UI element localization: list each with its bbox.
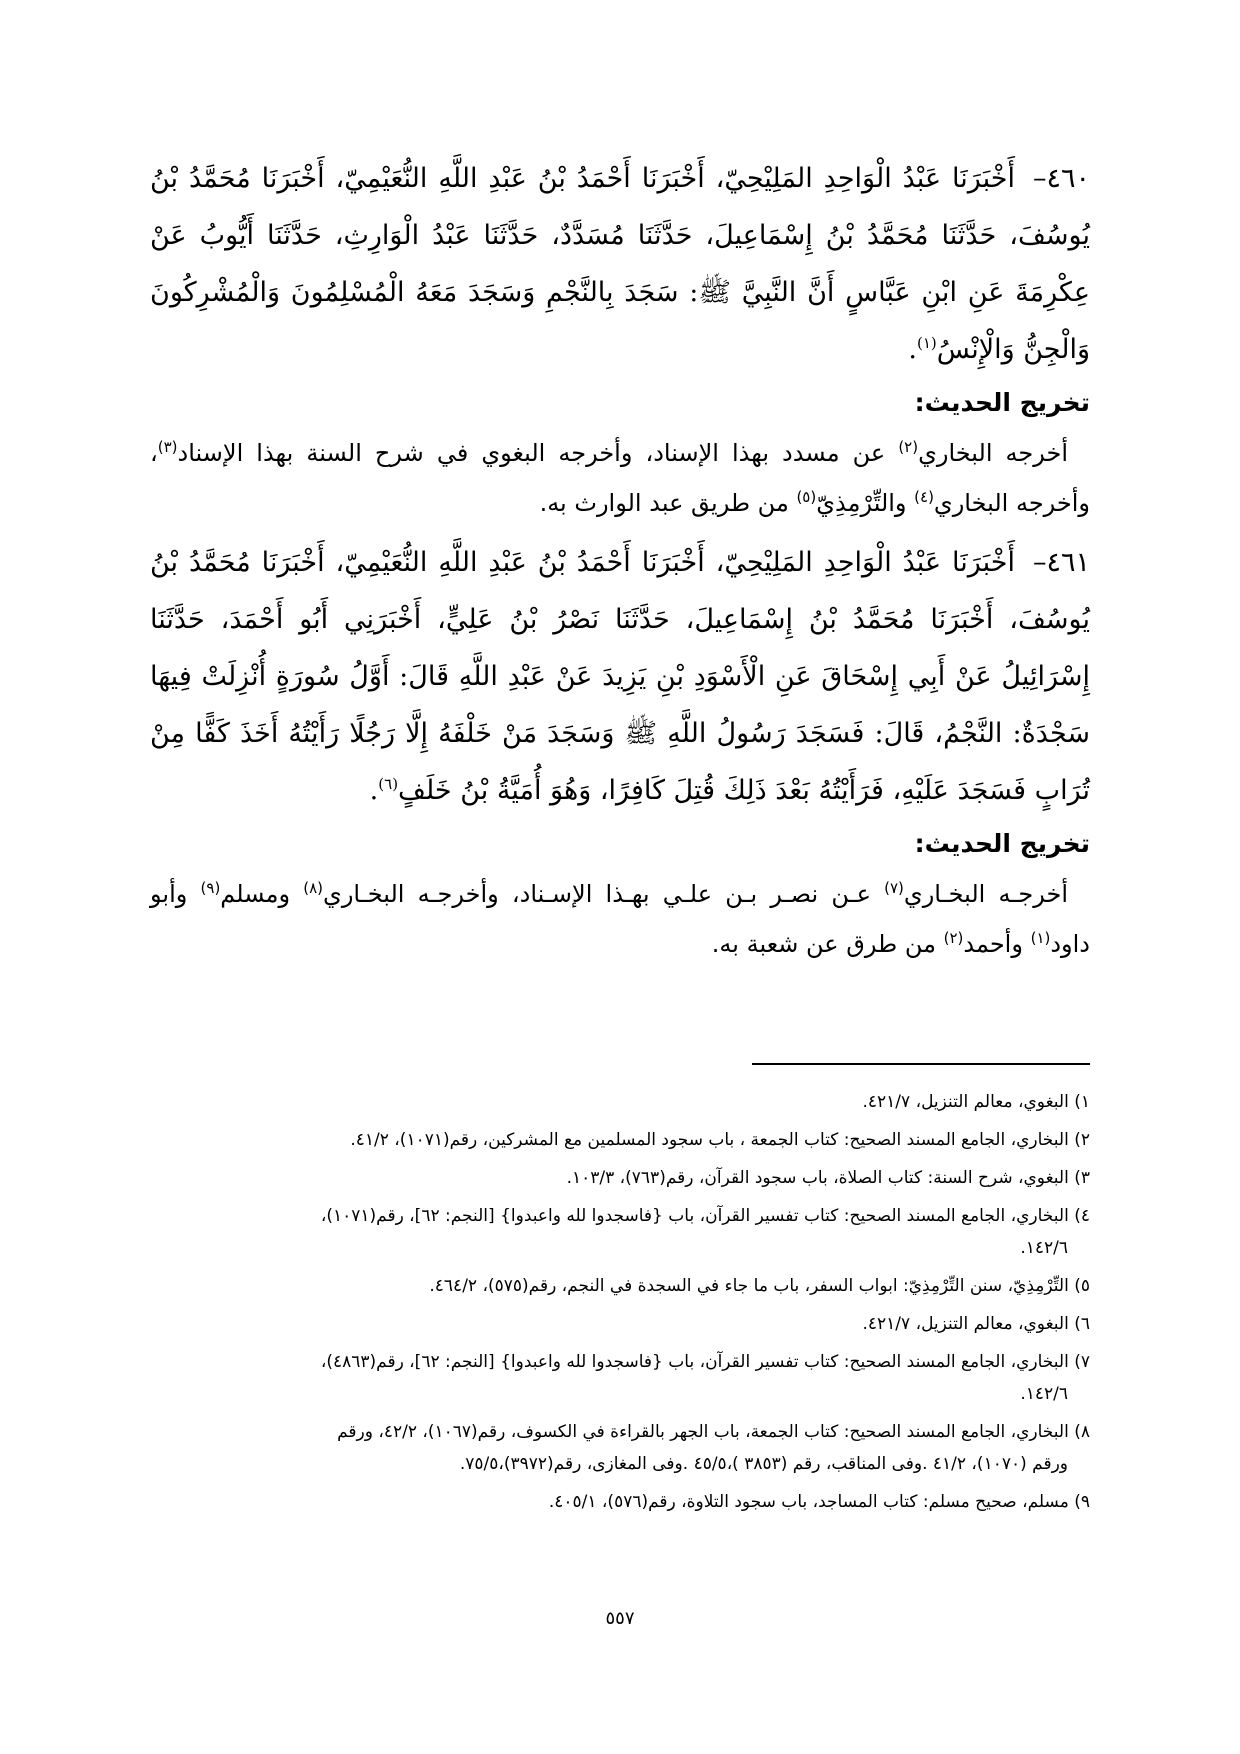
footnote-ref[interactable]: (٢) <box>943 929 964 947</box>
footnote-ref[interactable]: (٤) <box>914 488 934 506</box>
hadith-460: ٤٦٠–أَخْبَرَنَا عَبْدُ الْوَاحِدِ المَلِيْحِيّ، أَخْبَرَنَا أَحْمَدُ بْنُ عَبْدِ اللَّهِ النُّعَيْمِيّ، أَخْبَرَنَا مُحَمَّدُ بْنُ يُوسُفَ، حَدَّثَنَا مُحَمَّدُ بْنُ إِسْمَاعِيلَ، حَدَّثَنَا مُسَدَّدٌ، حَدَّثَنَا عَبْدُ الْوَارِثِ، حَدَّثَنَا أَيُّوبُ عَنْ عِكْرِمَةَ عَنِ ابْنِ عَبَّاسٍ أَنَّ النَّبِيَّ ﷺ: سَجَدَ بِالنَّجْمِ وَسَجَدَ مَعَهُ الْمُسْلِمُونَ وَالْمُشْرِكُونَ وَالْجِنُّ وَالْإِنْسُ$^{(١)}$. <box>150 150 1090 378</box>
main-text <box>150 150 1090 975</box>
footnote-ref[interactable]: (١) <box>1030 929 1051 947</box>
hadith-text: أَخْبَرَنَا عَبْدُ الْوَاحِدِ المَلِيْحِيّ، أَخْبَرَنَا أَحْمَدُ بْنُ عَبْدِ اللَّهِ النُّعَيْمِيّ، أَخْبَرَنَا مُحَمَّدُ بْنُ يُوسُفَ، حَدَّثَنَا مُحَمَّدُ بْنُ إِسْمَاعِيلَ، حَدَّثَنَا مُسَدَّدٌ، حَدَّثَنَا عَبْدُ الْوَارِثِ، حَدَّثَنَا أَيُّوبُ عَنْ عِكْرِمَةَ عَنِ ابْنِ عَبَّاسٍ أَنَّ النَّبِيَّ ﷺ: سَجَدَ بِالنَّجْمِ وَسَجَدَ مَعَهُ الْمُسْلِمُونَ وَالْمُشْرِكُونَ وَالْجِنُّ وَالْإِنْسُ <box>150 163 1090 365</box>
takhrij-paragraph: أخرجـه البخـاري$^{(٧)}$ عـن نصـر بـن علـي بهـذا الإسـناد، وأخرجـه البخـاري$^{(٨)}$ ومسلم$^{(٩)}$ وأبو داود$^{(١)}$ وأحمد$^{(٢)}$ من طرق عن شعبة به. <box>150 879 1090 958</box>
takhrij-paragraph: أخرجه البخاري$^{(٢)}$ عن مسدد بهذا الإسناد، وأخرجه البغوي في شرح السنة بهذا الإسناد$^{(٣)}$، وأخرجه البخاري$^{(٤)}$ والتِّرْمِذِيّ$^{(٥)}$ من طريق عبد الوارث به. <box>150 438 1090 517</box>
footnote-item: ٥) التِّرْمِذِيّ، سنن التِّرْمِذِيّ: ابواب السفر، باب ما جاء في السجدة في النجم، رقم(٥٧٥)، ٤٦٤/٢. <box>429 1276 1090 1296</box>
footnote-ref[interactable]: (٣) <box>157 438 178 456</box>
footnote-ref[interactable]: (٢) <box>898 438 919 456</box>
footnote-ref[interactable]: (٩) <box>200 879 221 897</box>
hadith-number: ٤٦٠– <box>1032 163 1090 194</box>
page-number: ٥٥٧ <box>605 1608 635 1629</box>
takhrij-heading: تخريج الحديث: <box>914 388 1090 417</box>
footnote-item: ٦) البغوي، معالم التنزيل، ٤٢١/٧. <box>862 1314 1090 1334</box>
footnote-item: ٤) البخاري، الجامع المسند الصحيح: كتاب تفسير القرآن، باب {فاسجدوا لله واعبدوا} [النجم: ٦٢]، رقم(١٠٧١)، ١٤٢/٦. <box>320 1206 1090 1258</box>
footnote-ref[interactable]: (١) <box>917 334 937 352</box>
footnote-item: ٢) البخاري، الجامع المسند الصحيح: كتاب الجمعة ، باب سجود المسلمين مع المشركين، رقم(١٠٧١)، ٤١/٢. <box>350 1130 1090 1150</box>
footnote-divider <box>752 1063 1090 1065</box>
footnote-ref[interactable]: (٦) <box>378 775 399 793</box>
hadith-461: ٤٦١–أَخْبَرَنَا عَبْدُ الْوَاحِدِ المَلِيْحِيّ، أَخْبَرَنَا أَحْمَدُ بْنُ عَبْدِ اللَّهِ النُّعَيْمِيّ، أَخْبَرَنَا مُحَمَّدُ بْنُ يُوسُفَ، أَخْبَرَنَا مُحَمَّدُ بْنُ إِسْمَاعِيلَ، حَدَّثَنَا نَصْرُ بْنُ عَلِيٍّ، أَخْبَرَنِي أَبُو أَحْمَدَ، حَدَّثَنَا إِسْرَائِيلُ عَنْ أَبِي إِسْحَاقَ عَنِ الْأَسْوَدِ بْنِ يَزِيدَ عَنْ عَبْدِ اللَّهِ قَالَ: أَوَّلُ سُورَةٍ أُنْزِلَتْ فِيهَا سَجْدَةٌ: النَّجْمُ، قَالَ: فَسَجَدَ رَسُولُ اللَّهِ ﷺ وَسَجَدَ مَنْ خَلْفَهُ إِلَّا رَجُلًا رَأَيْتُهُ أَخَذَ كَفًّا مِنْ تُرَابٍ فَسَجَدَ عَلَيْهِ، فَرَأَيْتُهُ بَعْدَ ذَلِكَ قُتِلَ كَافِرًا، وَهُوَ أُمَيَّةُ بْنُ خَلَفٍ$^{(٦)}$. <box>150 534 1090 819</box>
footnote-ref[interactable]: (٥) <box>796 488 817 506</box>
footnote-item: ٨) البخاري، الجامع المسند الصحيح: كتاب الجمعة، باب الجهر بالقراءة في الكسوف، رقم(١٠٦٧)، ٤٢/٢، ورقم ورقم (١٠٧٠)، ٤١/٢ .وفى المناقب، رقم (٣٨٥٣ )،٤٥/٥ .وفى المغازى، رقم(٣٩٧٢)،٧٥/٥. <box>337 1422 1090 1474</box>
footnote-item: ٩) مسلم، صحيح مسلم: كتاب المساجد، باب سجود التلاوة، رقم(٥٧٦)، ٤٠٥/١. <box>548 1492 1090 1512</box>
footnote-item: ٧) البخاري، الجامع المسند الصحيح: كتاب تفسير القرآن، باب {فاسجدوا لله واعبدوا} [النجم: ٦٢]، رقم(٤٨٦٣)، ١٤٢/٦. <box>320 1352 1090 1404</box>
footnotes-list <box>150 1086 1090 1524</box>
hadith-number: ٤٦١– <box>1032 547 1090 578</box>
footnote-item: ١) البغوي، معالم التنزيل، ٤٢١/٧. <box>862 1092 1090 1112</box>
footnote-item: ٣) البغوي، شرح السنة: كتاب الصلاة، باب سجود القرآن، رقم(٧٦٣)، ١٠٣/٣. <box>566 1168 1090 1188</box>
takhrij-heading: تخريج الحديث: <box>914 829 1090 858</box>
footnote-ref[interactable]: (٧) <box>884 879 904 897</box>
footnote-ref[interactable]: (٨) <box>303 879 324 897</box>
hadith-text: أَخْبَرَنَا عَبْدُ الْوَاحِدِ المَلِيْحِيّ، أَخْبَرَنَا أَحْمَدُ بْنُ عَبْدِ اللَّهِ النُّعَيْمِيّ، أَخْبَرَنَا مُحَمَّدُ بْنُ يُوسُفَ، أَخْبَرَنَا مُحَمَّدُ بْنُ إِسْمَاعِيلَ، حَدَّثَنَا نَصْرُ بْنُ عَلِيٍّ، أَخْبَرَنِي أَبُو أَحْمَدَ، حَدَّثَنَا إِسْرَائِيلُ عَنْ أَبِي إِسْحَاقَ عَنِ الْأَسْوَدِ بْنِ يَزِيدَ عَنْ عَبْدِ اللَّهِ قَالَ: أَوَّلُ سُورَةٍ أُنْزِلَتْ فِيهَا سَجْدَةٌ: النَّجْمُ، قَالَ: فَسَجَدَ رَسُولُ اللَّهِ ﷺ وَسَجَدَ مَنْ خَلْفَهُ إِلَّا رَجُلًا رَأَيْتُهُ أَخَذَ كَفًّا مِنْ تُرَابٍ فَسَجَدَ عَلَيْهِ، فَرَأَيْتُهُ بَعْدَ ذَلِكَ قُتِلَ كَافِرًا، وَهُوَ أُمَيَّةُ بْنُ خَلَفٍ <box>150 547 1090 806</box>
